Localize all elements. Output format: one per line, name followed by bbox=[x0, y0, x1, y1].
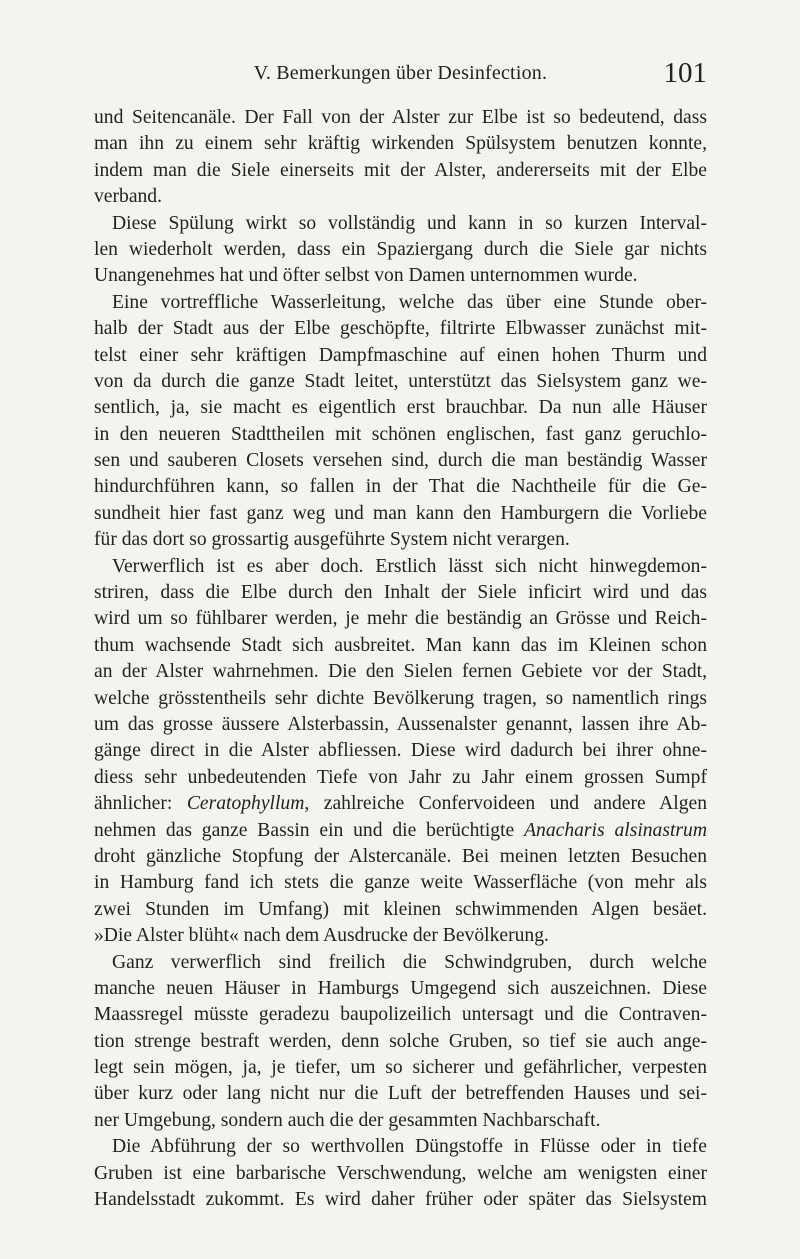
text-line: legt sein mögen, ja, je tiefer, um so sicherer und gefährlicher, verpesten bbox=[94, 1057, 707, 1079]
text-line: Eine vortreffliche Wasserleitung, welche das über eine Stunde ober- bbox=[112, 291, 707, 313]
text-line: für das dort so grossartig ausgeführte System nicht verargen. bbox=[94, 529, 570, 551]
text-segment: , zahlreiche Confervoideen und andere Algen bbox=[304, 793, 707, 815]
text-line: Unangenehmes hat und öfter selbst von Damen unternommen wurde. bbox=[94, 265, 638, 287]
text-line: Handelsstadt zukommt. Es wird daher früher oder später das Sielsystem bbox=[94, 1189, 707, 1211]
text-line: tion strenge bestraft werden, denn solche Gruben, so tief sie auch ange- bbox=[94, 1030, 707, 1052]
text-line: sen und sauberen Closets versehen sind, durch die man beständig Wasser bbox=[94, 450, 707, 472]
text-line bbox=[94, 818, 707, 844]
text-line bbox=[94, 791, 707, 817]
text-line: welche grösstentheils sehr dichte Bevölkerung tragen, so namentlich rings bbox=[94, 687, 707, 709]
page-number: 101 bbox=[663, 57, 707, 89]
text-line: telst einer sehr kräftigen Dampfmaschine auf einen hohen Thurm und bbox=[94, 344, 707, 366]
running-head bbox=[94, 0, 707, 105]
text-line: thum wachsende Stadt sich ausbreitet. Man kann das im Kleinen schon bbox=[94, 634, 707, 656]
text-line: verband. bbox=[94, 186, 163, 208]
text-line: in Hamburg fand ich stets die ganze weite Wasserfläche (von mehr als bbox=[94, 872, 707, 894]
text-line: um das grosse äussere Alsterbassin, Aussenalster genannt, lassen ihre Ab- bbox=[94, 713, 707, 735]
text-line: in den neueren Stadttheilen mit schönen englischen, fast ganz geruchlo- bbox=[94, 423, 707, 445]
text-line: man ihn zu einem sehr kräftig wirkenden Spülsystem benutzen konnte, bbox=[94, 133, 707, 155]
running-title: V. Bemerkungen über Desinfection. bbox=[253, 62, 548, 84]
text-line: ner Umgebung, sondern auch die der gesammten Nachbarschaft. bbox=[94, 1109, 601, 1131]
text-line: gänge direct in die Alster abfliessen. Diese wird dadurch bei ihrer ohne- bbox=[94, 740, 707, 762]
text-line: Verwerflich ist es aber doch. Erstlich lässt sich nicht hinwegdemon- bbox=[112, 555, 707, 577]
text-line: zwei Stunden im Umfang) mit kleinen schwimmenden Algen besäet. bbox=[94, 898, 707, 920]
text-segment: nehmen das ganze Bassin ein und die berüchtigte bbox=[94, 819, 525, 841]
text-line: manche neuen Häuser in Hamburgs Umgegend sich auszeichnen. Diese bbox=[94, 977, 707, 999]
text-line: von da durch die ganze Stadt leitet, unterstützt das Sielsystem ganz we- bbox=[94, 370, 707, 392]
italic-term: Ceratophyllum bbox=[186, 793, 305, 815]
text-segment: ähnlicher: bbox=[94, 793, 187, 815]
italic-term: Anacharis alsinastrum bbox=[524, 819, 707, 841]
text-line: droht gänzliche Stopfung der Alstercanäle. Bei meinen letzten Besuchen bbox=[94, 845, 707, 867]
text-line: hindurchführen kann, so fallen in der That die Nachtheile für die Ge- bbox=[94, 476, 707, 498]
text-line: Gruben ist eine barbarische Verschwendung, welche am wenigsten einer bbox=[94, 1162, 707, 1184]
text-line: striren, dass die Elbe durch den Inhalt der Siele inficirt wird und das bbox=[94, 582, 707, 604]
text-line: Diese Spülung wirkt so vollständig und kann in so kurzen Interval- bbox=[112, 212, 707, 234]
text-line: indem man die Siele einerseits mit der Alster, andererseits mit der Elbe bbox=[94, 159, 707, 181]
text-line: len wiederholt werden, dass ein Spaziergang durch die Siele gar nichts bbox=[94, 238, 707, 260]
text-line: wird um so fühlbarer werden, je mehr die beständig an Grösse und Reich- bbox=[94, 608, 707, 630]
text-line: Die Abführung der so werthvollen Düngstoffe in Flüsse oder in tiefe bbox=[112, 1136, 707, 1158]
text-line: halb der Stadt aus der Elbe geschöpfte, filtrirte Elbwasser zunächst mit- bbox=[94, 318, 707, 340]
text-line: sentlich, ja, sie macht es eigentlich erst brauchbar. Da nun alle Häuser bbox=[94, 397, 707, 419]
text-line: Ganz verwerflich sind freilich die Schwindgruben, durch welche bbox=[112, 951, 707, 973]
text-line: und Seitencanäle. Der Fall von der Alster zur Elbe ist so bedeutend, dass bbox=[94, 107, 707, 128]
body-text bbox=[94, 105, 707, 1213]
text-line: sundheit hier fast ganz weg und man kann den Hamburgern die Vorliebe bbox=[94, 502, 707, 524]
text-line: »Die Alster blüht« nach dem Ausdrucke der Bevölkerung. bbox=[94, 925, 549, 947]
text-line: an der Alster wahrnehmen. Die den Sielen fernen Gebiete vor der Stadt, bbox=[94, 661, 707, 683]
text-line: über kurz oder lang nicht nur die Luft der betreffenden Hauses und sei- bbox=[94, 1083, 707, 1105]
text-line: Maassregel müsste geradezu baupolizeilich untersagt und die Contraven- bbox=[94, 1004, 707, 1026]
text-line: diess sehr unbedeutenden Tiefe von Jahr zu Jahr einem grossen Sumpf bbox=[94, 766, 707, 788]
